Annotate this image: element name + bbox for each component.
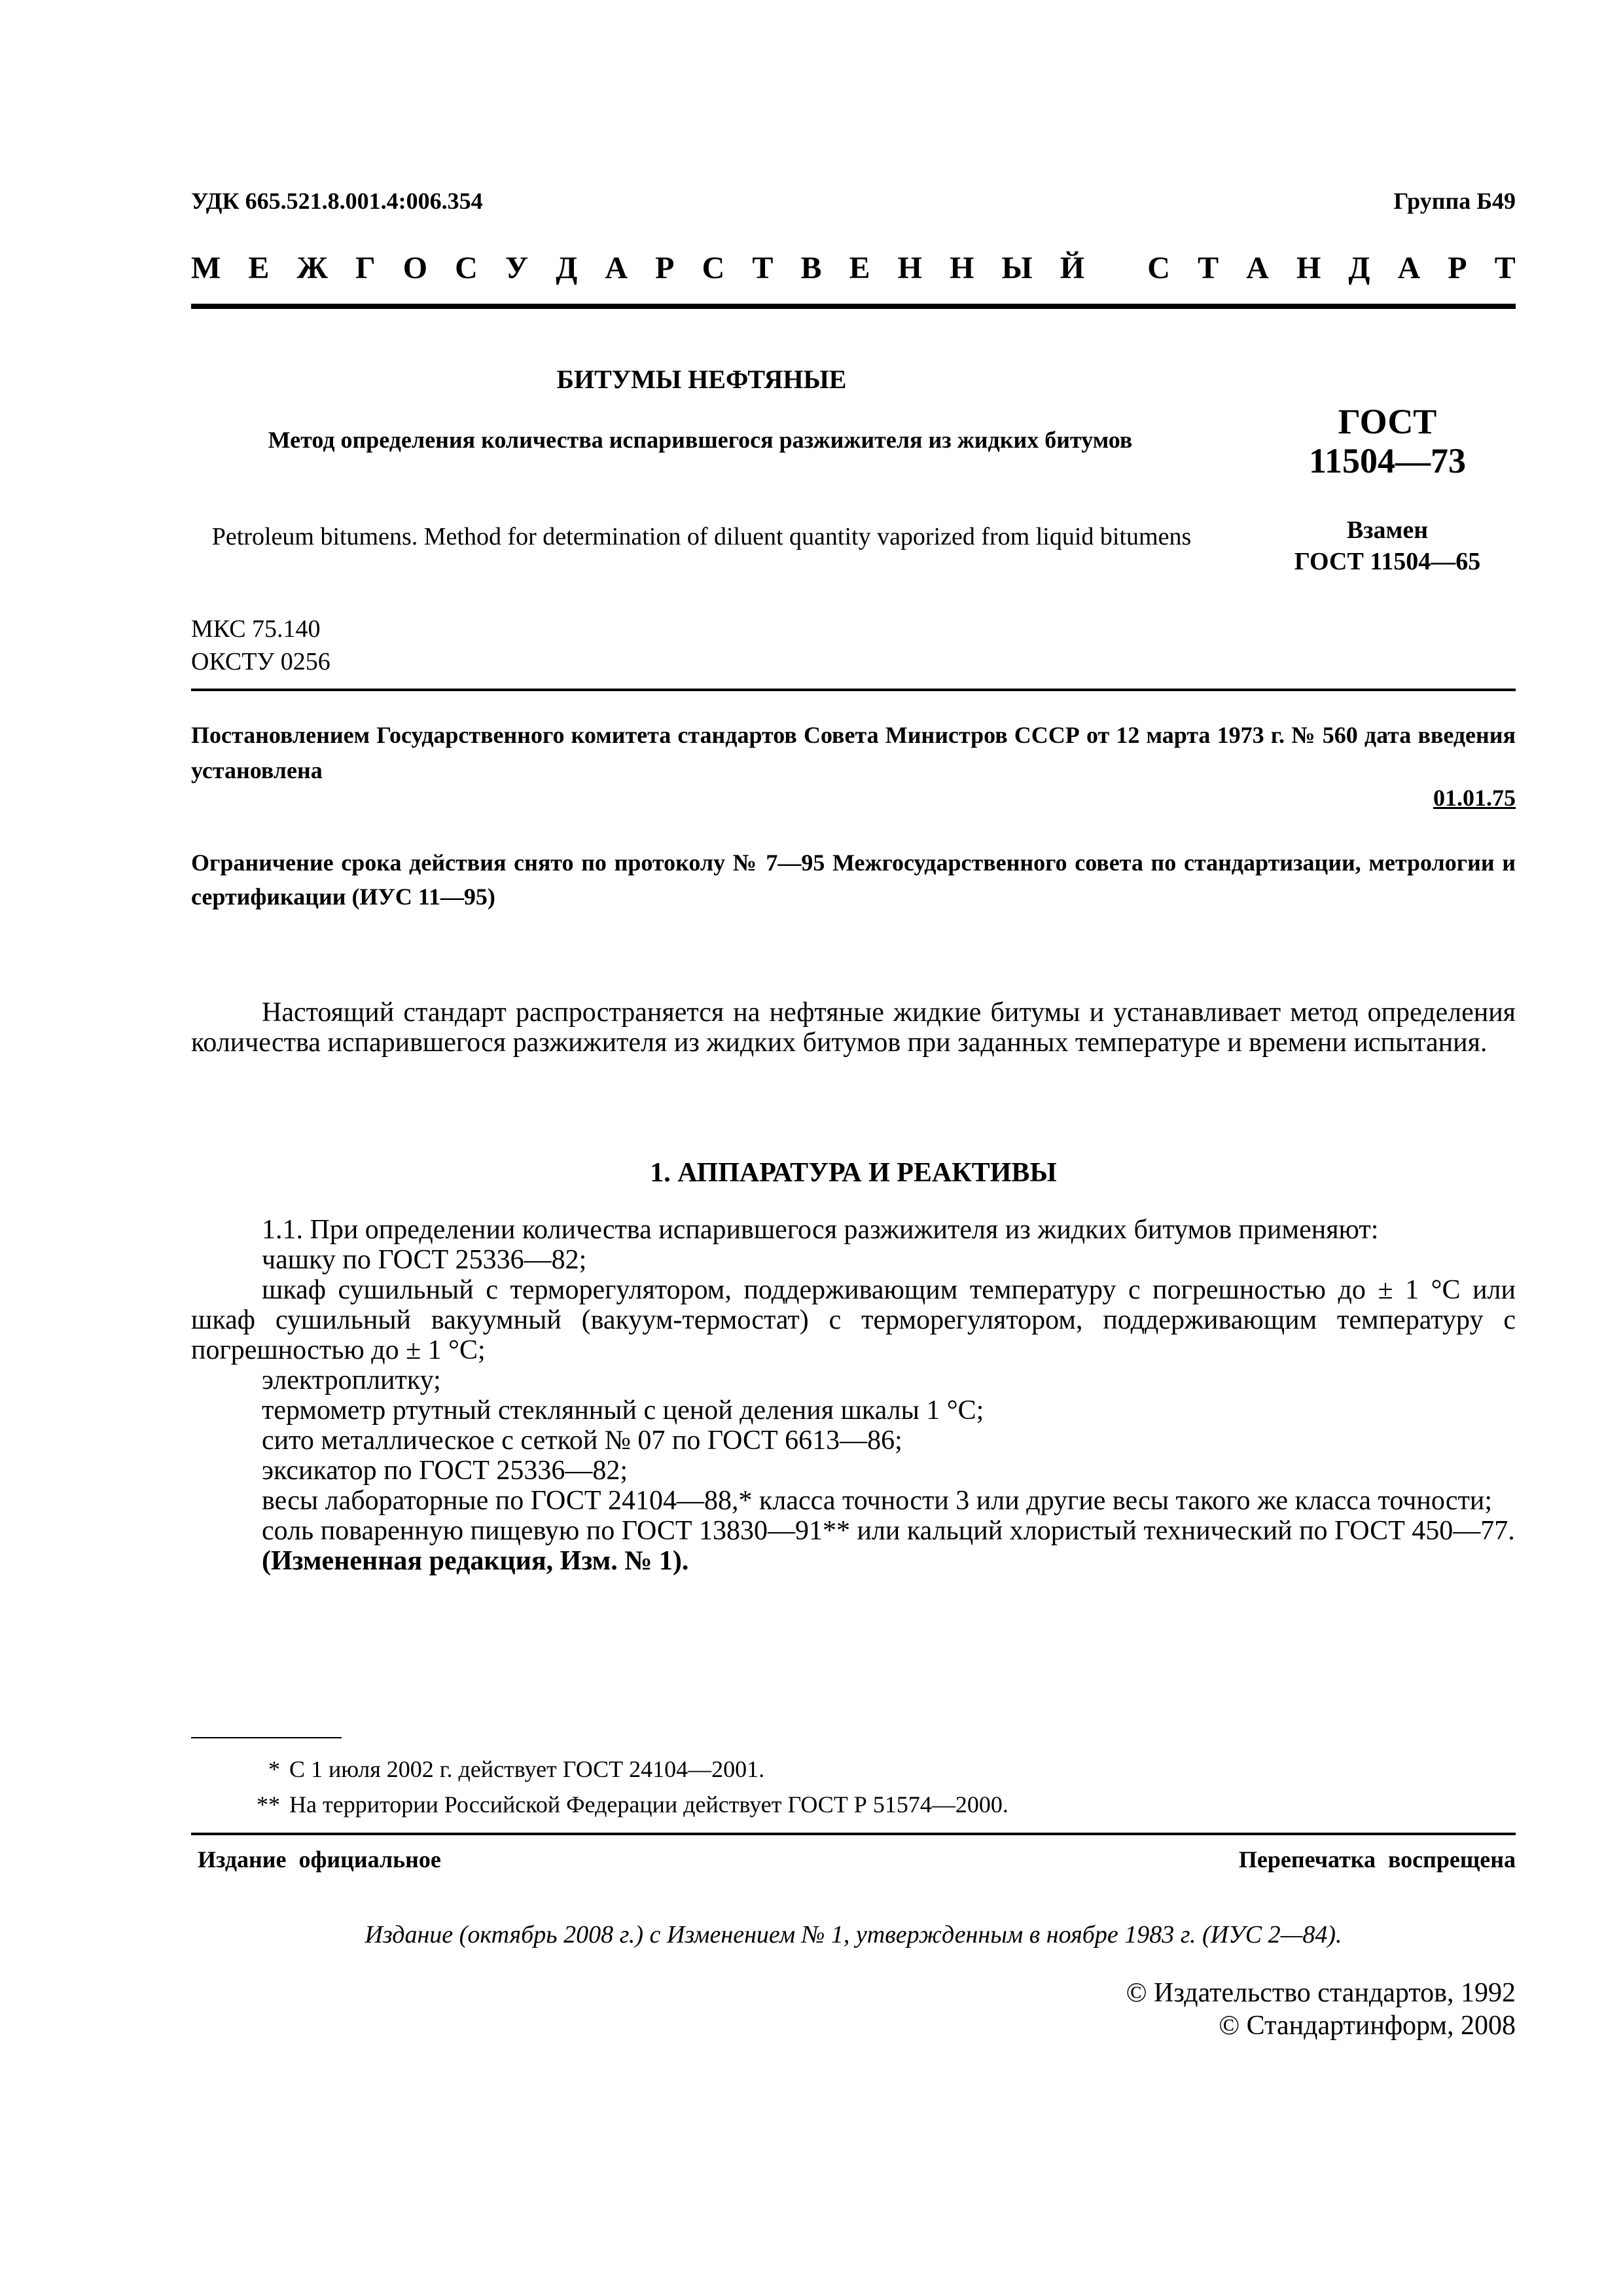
- interstate-standard-heading: [191, 250, 1516, 286]
- classification-codes: [191, 613, 330, 678]
- footer-rule: [191, 1833, 1516, 1835]
- heading-letter: А: [1246, 251, 1269, 285]
- heading-letter: А: [605, 251, 628, 285]
- heading-letter: Д: [556, 251, 578, 285]
- footnotes: [191, 1751, 1516, 1822]
- revision-note: (Измененная редакция, Изм. № 1).: [262, 1546, 689, 1576]
- document-title: БИТУМЫ НЕФТЯНЫЕ: [556, 365, 847, 394]
- footnote-rule: [191, 1737, 342, 1738]
- heading-letter: Ж: [296, 251, 328, 285]
- header-rule: [191, 304, 1516, 309]
- heading-letter: О: [402, 251, 428, 285]
- heading-letter: Т: [1198, 251, 1219, 285]
- copyright-line: © Стандартинформ, 2008: [1219, 2011, 1516, 2041]
- gost-designation: [1243, 402, 1531, 480]
- footnote-mark: *: [268, 1756, 280, 1782]
- footnote: [191, 1751, 1516, 1787]
- decree-date: [191, 784, 1516, 812]
- title-rule: [191, 689, 1516, 691]
- english-title: Petroleum bitumens. Method for determination of diluent quantity vaporized from liquid bitumens: [211, 523, 1192, 550]
- section-heading: 1. АППАРАТУРА И РЕАКТИВЫ: [650, 1158, 1057, 1188]
- list-item: чашку по ГОСТ 25336—82;: [262, 1245, 587, 1275]
- heading-letter: Н: [1296, 251, 1321, 285]
- heading-letter: [1112, 250, 1120, 286]
- replace-label: Взамен: [1346, 516, 1429, 544]
- heading-letter: Г: [355, 251, 376, 285]
- footnote: [191, 1787, 1516, 1822]
- heading-letter: Т: [1494, 251, 1516, 285]
- udk-code: УДК 665.521.8.001.4:006.354: [191, 188, 483, 214]
- header-row: [191, 187, 1516, 226]
- list-item: шкаф сушильный с терморегулятором, поддерживающим температуру с погрешностью до ± 1 °С или шкаф сушильный вакуумный (вакуум-термостат) с терморегулятором, поддерживающим температуру с погрешностью до ± 1 °С;: [191, 1275, 1516, 1365]
- gost-label: ГОСТ: [1338, 402, 1437, 441]
- list-item: эксикатор по ГОСТ 25336—82;: [262, 1456, 628, 1486]
- list-item: термометр ртутный стеклянный с ценой деления шкалы 1 °С;: [262, 1395, 984, 1426]
- edition-row: [191, 1846, 1516, 1878]
- footnote-text: На территории Российской Федерации действует ГОСТ Р 51574—2000.: [289, 1791, 1008, 1818]
- gost-number: 11504—73: [1308, 441, 1467, 480]
- replaces-block: [1243, 514, 1531, 577]
- copyright-line: © Издательство стандартов, 1992: [1126, 1978, 1516, 2008]
- list-item: весы лабораторные по ГОСТ 24104—88,* класса точности 3 или другие весы такого же класса точности;: [262, 1486, 1493, 1516]
- heading-letter: У: [505, 251, 529, 285]
- edition-note: Издание (октябрь 2008 г.) с Изменением № 1, утвержденным в ноябре 1983 г. (ИУС 2—84).: [365, 1921, 1342, 1948]
- heading-letter: С: [455, 251, 478, 285]
- heading-letter: Н: [897, 251, 922, 285]
- list-item: электроплитку;: [262, 1365, 441, 1395]
- heading-letter: В: [800, 251, 822, 285]
- heading-letter: А: [1397, 251, 1421, 285]
- heading-letter: Т: [752, 251, 774, 285]
- list-item: соль поваренную пищевую по ГОСТ 13830—91** или кальций хлористый технический по ГОСТ 450—77.: [262, 1516, 1515, 1546]
- footnote-text: С 1 июля 2002 г. действует ГОСТ 24104—2001.: [289, 1756, 765, 1782]
- mks-code: МКС 75.140: [191, 615, 321, 643]
- list-item: сито металлическое с сеткой № 07 по ГОСТ 6613—86;: [262, 1426, 902, 1456]
- intro-paragraph: Настоящий стандарт распространяется на нефтяные жидкие битумы и устанавливает метод определения количества испарившегося разжижителя из жидких битумов при заданных температуре и времени испытания.: [191, 997, 1516, 1058]
- okstu-code: ОКСТУ 0256: [191, 648, 330, 675]
- group-code: Группа Б49: [1393, 188, 1516, 214]
- heading-letter: С: [1147, 251, 1170, 285]
- heading-letter: Р: [655, 251, 675, 285]
- heading-letter: Р: [1448, 251, 1467, 285]
- official-edition: Издание официальное: [198, 1846, 441, 1873]
- reprint-prohibited: Перепечатка воспрещена: [1238, 1846, 1516, 1873]
- section-body: [191, 1215, 1516, 1576]
- heading-letter: Д: [1348, 251, 1370, 285]
- replaced-gost: ГОСТ 11504—65: [1294, 548, 1481, 575]
- heading-letter: М: [191, 251, 221, 285]
- heading-letter: Н: [950, 251, 974, 285]
- document-subtitle: Метод определения количества испарившегося разжижителя из жидких битумов: [268, 427, 1133, 453]
- heading-letter: Ы: [1001, 251, 1033, 285]
- heading-letter: С: [702, 251, 725, 285]
- heading-letter: Й: [1060, 251, 1085, 285]
- copyright-block: [191, 1977, 1516, 2042]
- introduction-date: 01.01.75: [1433, 785, 1516, 811]
- footnote-mark: **: [257, 1791, 280, 1818]
- decree-text: Постановлением Государственного комитета стандартов Совета Министров СССР от 12 марта 1973 г. № 560 дата введения установлена: [191, 722, 1516, 783]
- heading-letter: Е: [849, 251, 870, 285]
- list-item: 1.1. При определении количества испарившегося разжижителя из жидких битумов применяют:: [262, 1215, 1379, 1245]
- heading-letter: Е: [248, 251, 270, 285]
- limitation-text: Ограничение срока действия снято по протоколу № 7—95 Межгосударственного совета по стандартизации, метрологии и сертификации (ИУС 11—95): [191, 850, 1516, 910]
